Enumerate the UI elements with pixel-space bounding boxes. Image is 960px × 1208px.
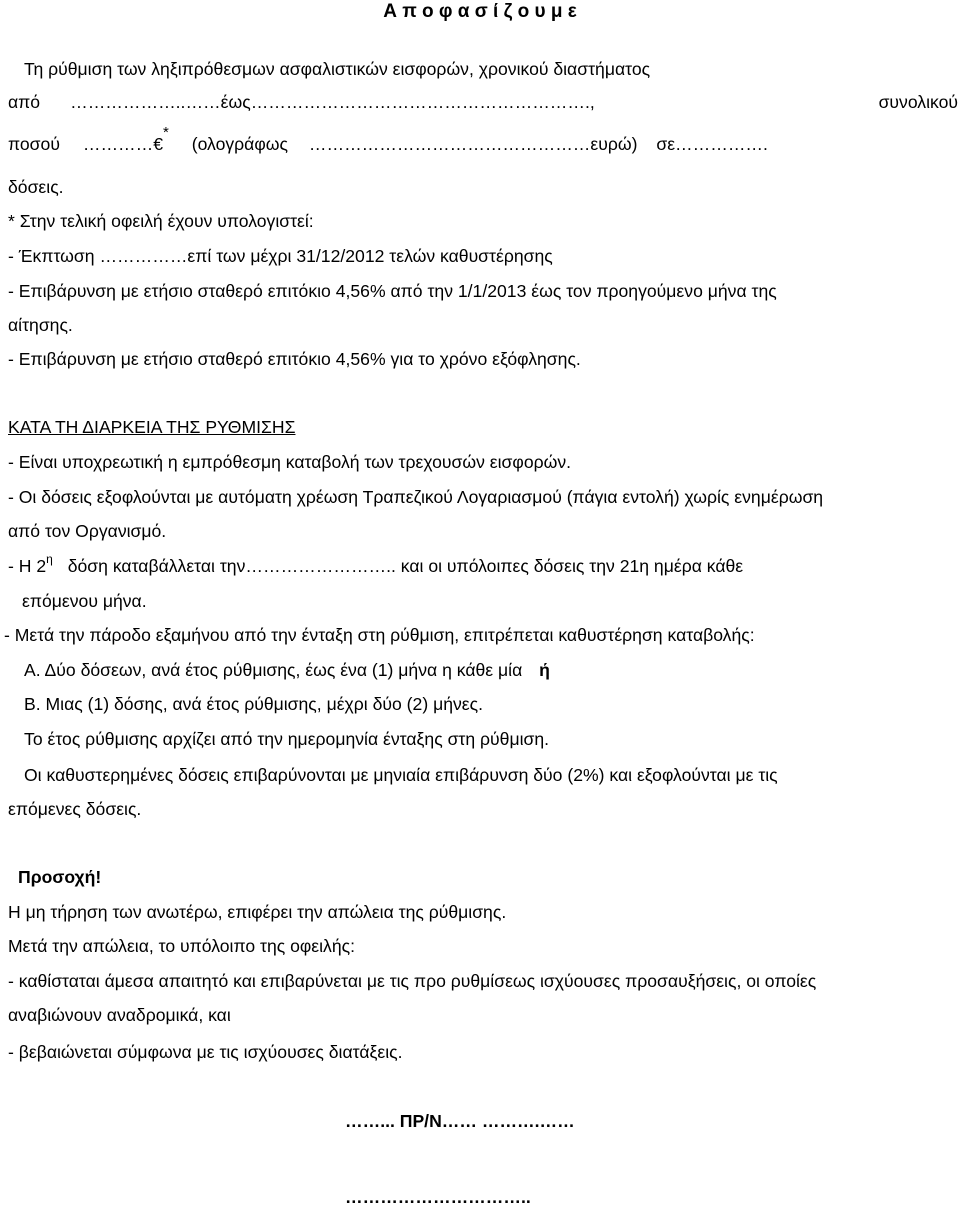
attention-item-certified: - βεβαιώνεται σύμφωνα με τις ισχύουσες διατάξεις. (8, 1042, 403, 1062)
attention-loss-text: Η μη τήρηση των ανωτέρω, επιφέρει την απώλεια της ρύθμισης. (8, 902, 507, 922)
delay-option-a-text: Α. Δύο δόσεων, ανά έτος ρύθμισης, έως ένα (1) μήνα η κάθε μία (24, 660, 523, 680)
installments-label: δόσεις. (8, 177, 64, 197)
period-blank: ………………..……έως…………………………………………………., (70, 92, 595, 112)
attention-heading: Προσοχή! (18, 867, 102, 887)
late-installments-text: Οι καθυστερημένες δόσεις επιβαρύνονται με μηνιαία επιβάρυνση δύο (2%) και εξοφλούνται με τις (24, 765, 778, 785)
amount-line (8, 124, 768, 157)
interest-item-cont: αίτησης. (8, 315, 73, 335)
from-label: από (8, 92, 41, 112)
words-blank: …………………………………………ευρώ) (308, 134, 638, 154)
signature-title-line: ……... ΠΡ/Ν…… ……….…… (345, 1111, 575, 1131)
ordinal-superscript: η (46, 552, 53, 566)
document-title: Α π ο φ α σ ί ζ ο υ μ ε (383, 1, 577, 22)
asterisk-mark: * (163, 124, 169, 141)
calc-header: * Στην τελική οφειλή έχουν υπολογιστεί: (8, 211, 314, 231)
delay-intro: - Μετά την πάροδο εξαμήνου από την ένταξη στη ρύθμιση, επιτρέπεται καθυστέρηση καταβολής: (4, 625, 755, 645)
repayment-interest-item: - Επιβάρυνση με ετήσιο σταθερό επιτόκιο 4,56% για το χρόνο εξόφλησης. (8, 349, 581, 369)
delay-option-b: Β. Μιας (1) δόσης, ανά έτος ρύθμισης, μέχρι δύο (2) μήνες. (24, 694, 483, 714)
second-installment-text: δόση καταβάλλεται την…………………….. και οι υπόλοιπες δόσεις την 21η ημέρα κάθε (67, 556, 744, 576)
regulation-year-note: Το έτος ρύθμισης αρχίζει από την ημερομηνία ένταξης στη ρύθμιση. (24, 729, 550, 749)
attention-item-payable: - καθίσταται άμεσα απαιτητό και επιβαρύνεται με τις προ ρυθμίσεως ισχύουσες προσαυξήσεις, οι οποίες (8, 971, 817, 991)
second-installment-item (8, 552, 744, 579)
amount-label: ποσού (8, 134, 60, 154)
current-contributions-item: - Είναι υποχρεωτική η εμπρόθεσμη καταβολή των τρεχουσών εισφορών. (8, 452, 572, 472)
discount-item: - Έκπτωση ……………επί των μέχρι 31/12/2012 τελών καθυστέρησης (8, 246, 553, 266)
during-regulation-heading: ΚΑΤΑ ΤΗ ΔΙΑΡΚΕΙΑ ΤΗΣ ΡΥΘΜΙΣΗΣ (8, 417, 296, 437)
late-installments-cont: επόμενες δόσεις. (8, 799, 142, 819)
auto-debit-item: - Οι δόσεις εξοφλούνται με αυτόματη χρέωση Τραπεζικού Λογαριασμού (πάγια εντολή) χωρίς ενημέρωση (8, 487, 824, 507)
delay-option-a (24, 659, 550, 681)
second-installment-prefix: - Η 2 (8, 556, 47, 576)
or-label: ή (539, 660, 550, 680)
attention-item-payable-cont: αναβιώνουν αναδρομικά, και (8, 1005, 231, 1025)
signature-dotted-line: ………………………….. (345, 1187, 531, 1207)
attention-balance-text: Μετά την απώλεια, το υπόλοιπο της οφειλής: (8, 936, 356, 956)
amount-blank: …………€ (82, 134, 164, 154)
regulation-period-text: Τη ρύθμιση των ληξιπρόθεσμων ασφαλιστικών εισφορών, χρονικού διαστήματος (24, 59, 651, 79)
interest-item: - Επιβάρυνση με ετήσιο σταθερό επιτόκιο 4,56% από την 1/1/2013 έως τον προηγούμενο μήνα της (8, 281, 777, 301)
second-installment-cont: επόμενου μήνα. (22, 591, 147, 611)
auto-debit-item-cont: από τον Οργανισμό. (8, 521, 167, 541)
total-label: συνολικού (878, 92, 958, 112)
period-line (8, 91, 958, 113)
installments-blank: σε……………. (656, 134, 768, 154)
words-label: (ολογράφως (191, 134, 288, 154)
